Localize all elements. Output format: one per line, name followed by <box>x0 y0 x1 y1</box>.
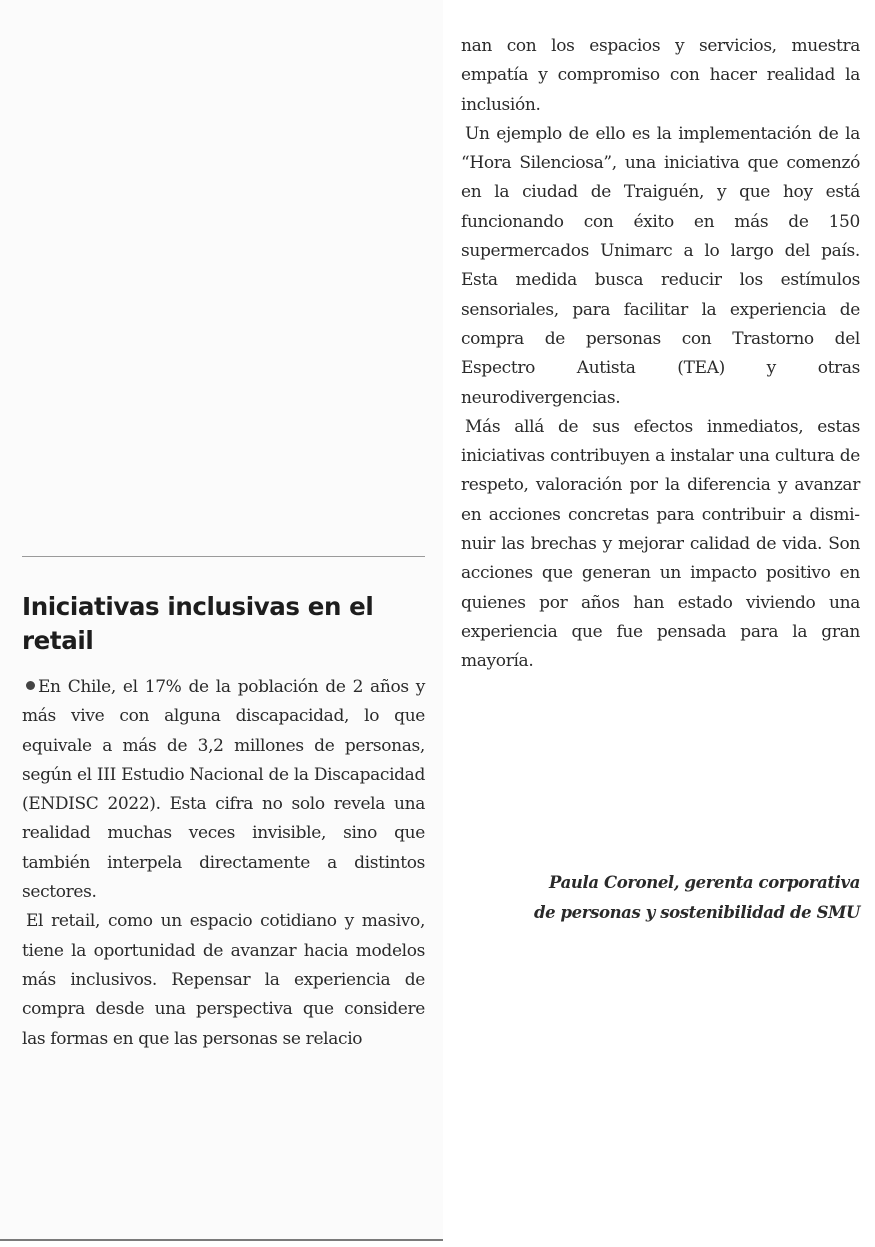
paragraph-1-text: En Chile, el 17% de la población de 2 años y más vive con alguna discapacidad, lo que equivale a más de 3,2 millones de personas, según el III Estudio Nacional de la Discapacidad (ENDISC 2022). Esta cifra no solo revela una realidad muchas veces invisible, sino que también interpela directamente a distintos sectores. <box>22 677 425 903</box>
bottom-divider <box>0 1239 443 1241</box>
signature-line-1: Paula Coronel, gerenta corporativa <box>549 873 860 892</box>
bullet-icon <box>26 681 35 690</box>
paragraph-3: Un ejemplo de ello es la implementación de la “Hora Silenciosa”, una iniciativa que comenzó en la ciudad de Traiguén, y que hoy está funcionando con éxito en más de 150 supermercados Unimarc a lo largo del país. Esta medida busca reducir los estímulos sensoriales, para facilitar la experiencia de compra de personas con Trastorno del Espectro Autista (TEA) y otras neurodivergencias. <box>461 123 860 408</box>
signature-line-2: de personas y sostenibilidad de SMU <box>533 903 860 922</box>
paragraph-2: El retail, como un espacio cotidiano y masivo, tiene la oportunidad de avanzar hacia modelos más inclusivos. Repensar la experiencia de compra desde una perspectiva que considere las formas en que las personas se relacio <box>22 911 425 1049</box>
paragraph-4: Más allá de sus efectos inmediatos, estas iniciativas contribuyen a instalar una cultura de respeto, valoración por la diferencia y avanzar en acciones concretas para contribuir a disminuir las brechas y mejorar calidad de vida. Son acciones que generan un impacto positivo en quienes por años han estado viviendo una experiencia que fue pensada para la gran mayoría. <box>461 416 860 672</box>
paragraph-1 <box>22 673 425 907</box>
section-divider <box>22 556 425 557</box>
author-signature <box>461 868 860 928</box>
article-headline: Iniciativas inclusivas en el retail <box>22 592 374 655</box>
right-column <box>461 32 860 677</box>
paragraph-2-continued: nan con los espacios y servicios, muestra empatía y compromiso con hacer realidad la inclusión. <box>461 36 860 115</box>
left-column <box>22 673 425 1054</box>
